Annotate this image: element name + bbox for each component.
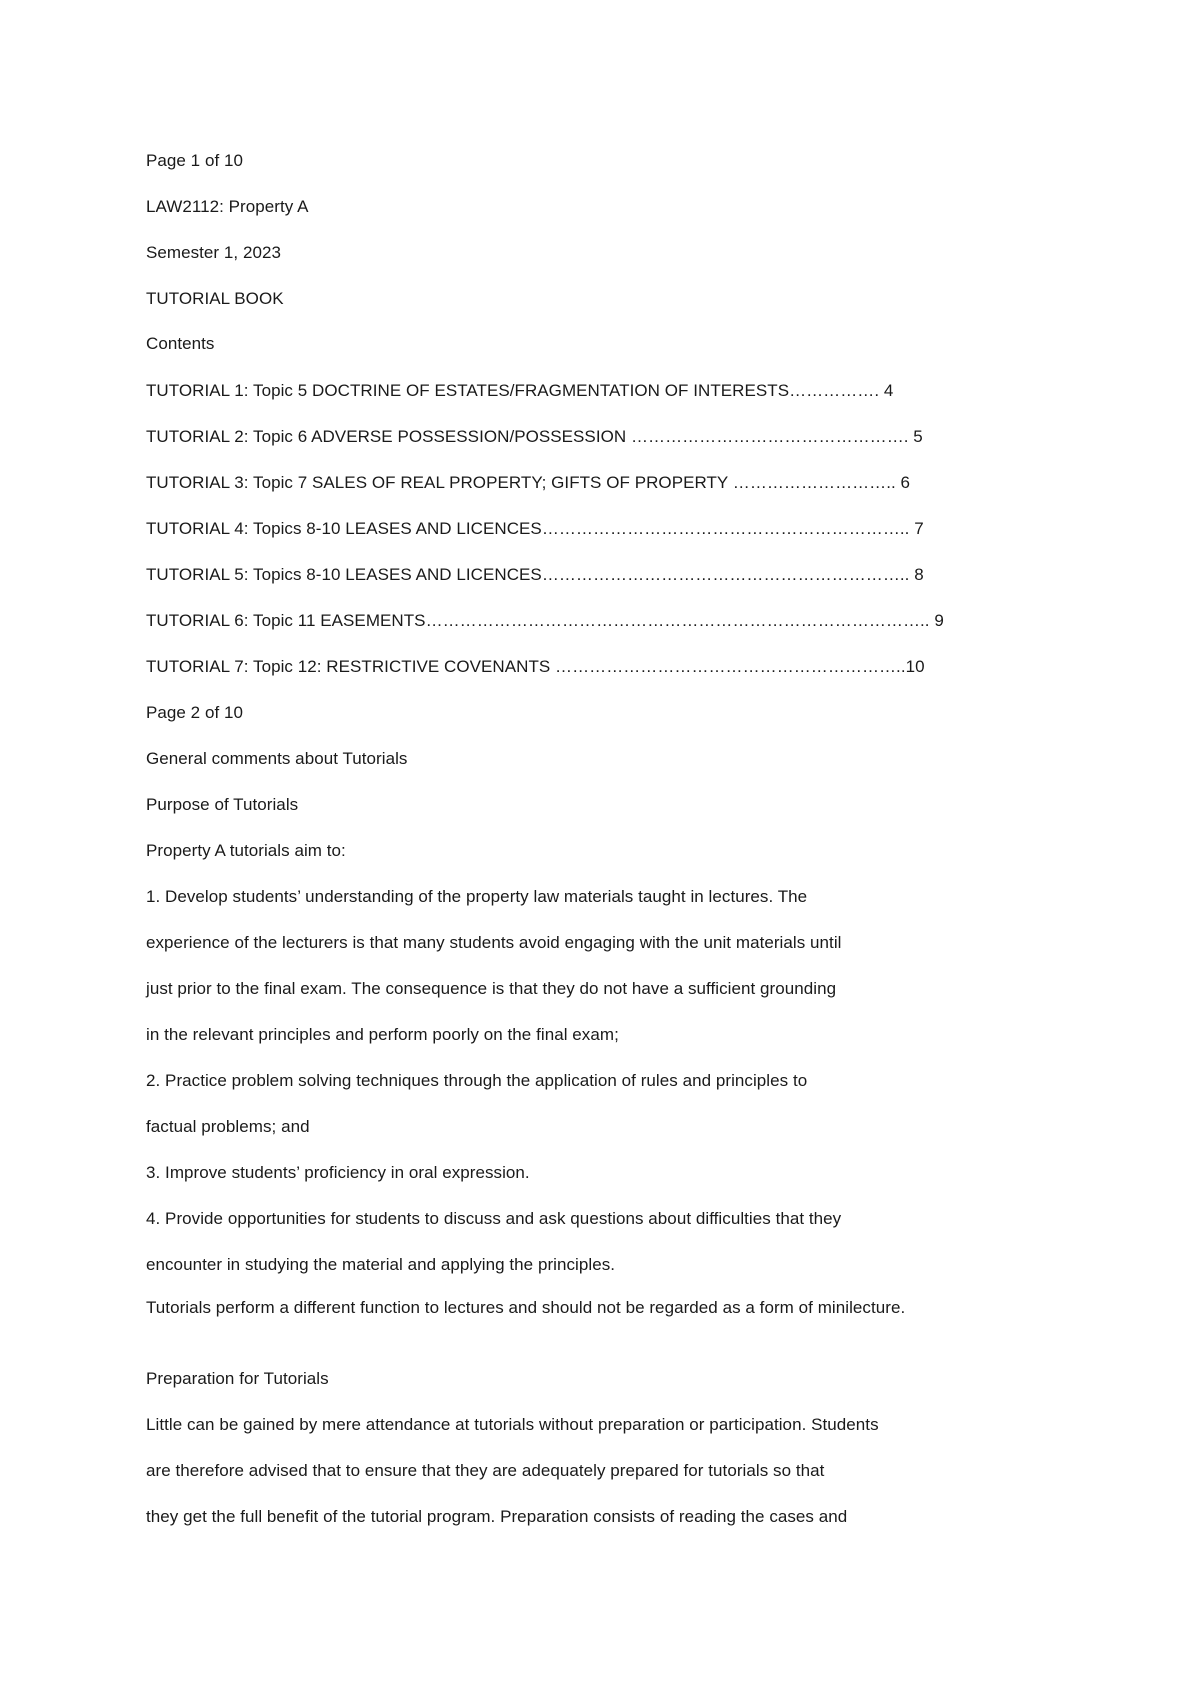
- body-line: they get the full benefit of the tutorial program. Preparation consists of reading the cases and: [146, 1507, 848, 1526]
- toc-entry-tutorial-2: TUTORIAL 2: Topic 6 ADVERSE POSSESSION/POSSESSION …………………………………………. 5: [146, 427, 923, 446]
- body-line: in the relevant principles and perform poorly on the final exam;: [146, 1025, 619, 1044]
- page-marker: Page 2 of 10: [146, 703, 244, 722]
- book-title: TUTORIAL BOOK: [146, 289, 284, 308]
- toc-entry-tutorial-7: TUTORIAL 7: Topic 12: RESTRICTIVE COVENANTS ……………………………………………………..10: [146, 657, 925, 676]
- section-heading: Purpose of Tutorials: [146, 795, 299, 814]
- toc-entry-tutorial-4: TUTORIAL 4: Topics 8-10 LEASES AND LICENCES……………………………………………………….. 7: [146, 519, 924, 538]
- toc-entry-tutorial-6: TUTORIAL 6: Topic 11 EASEMENTS…………………………………………………………………………….. 9: [146, 611, 944, 630]
- aims-intro: Property A tutorials aim to:: [146, 841, 346, 860]
- body-line: 2. Practice problem solving techniques through the application of rules and principles to: [146, 1071, 808, 1090]
- body-line: encounter in studying the material and applying the principles.: [146, 1255, 616, 1274]
- body-line: just prior to the final exam. The consequence is that they do not have a sufficient grounding: [146, 979, 837, 998]
- body-line: factual problems; and: [146, 1117, 310, 1136]
- body-line: 3. Improve students’ proficiency in oral expression.: [146, 1163, 530, 1182]
- course-title: LAW2112: Property A: [146, 197, 309, 216]
- body-line: experience of the lecturers is that many students avoid engaging with the unit materials until: [146, 933, 842, 952]
- toc-entry-tutorial-1: TUTORIAL 1: Topic 5 DOCTRINE OF ESTATES/FRAGMENTATION OF INTERESTS……………. 4: [146, 381, 894, 400]
- semester-text: Semester 1, 2023: [146, 243, 281, 262]
- toc-entry-tutorial-5: TUTORIAL 5: Topics 8-10 LEASES AND LICENCES……………………………………………………….. 8: [146, 565, 924, 584]
- tutorials-function-paragraph: Tutorials perform a different function to lectures and should not be regarded as a form of minilecture.: [146, 1298, 906, 1317]
- contents-heading: Contents: [146, 334, 215, 353]
- section-heading: General comments about Tutorials: [146, 749, 408, 768]
- section-heading: Preparation for Tutorials: [146, 1369, 329, 1388]
- toc-entry-tutorial-3: TUTORIAL 3: Topic 7 SALES OF REAL PROPERTY; GIFTS OF PROPERTY ……………………….. 6: [146, 473, 911, 492]
- body-line: are therefore advised that to ensure that they are adequately prepared for tutorials so that: [146, 1461, 825, 1480]
- page-marker: Page 1 of 10: [146, 151, 244, 170]
- body-line: 4. Provide opportunities for students to discuss and ask questions about difficulties that they: [146, 1209, 842, 1228]
- body-line: Little can be gained by mere attendance at tutorials without preparation or participation. Students: [146, 1415, 879, 1434]
- body-line: 1. Develop students’ understanding of the property law materials taught in lectures. The: [146, 887, 808, 906]
